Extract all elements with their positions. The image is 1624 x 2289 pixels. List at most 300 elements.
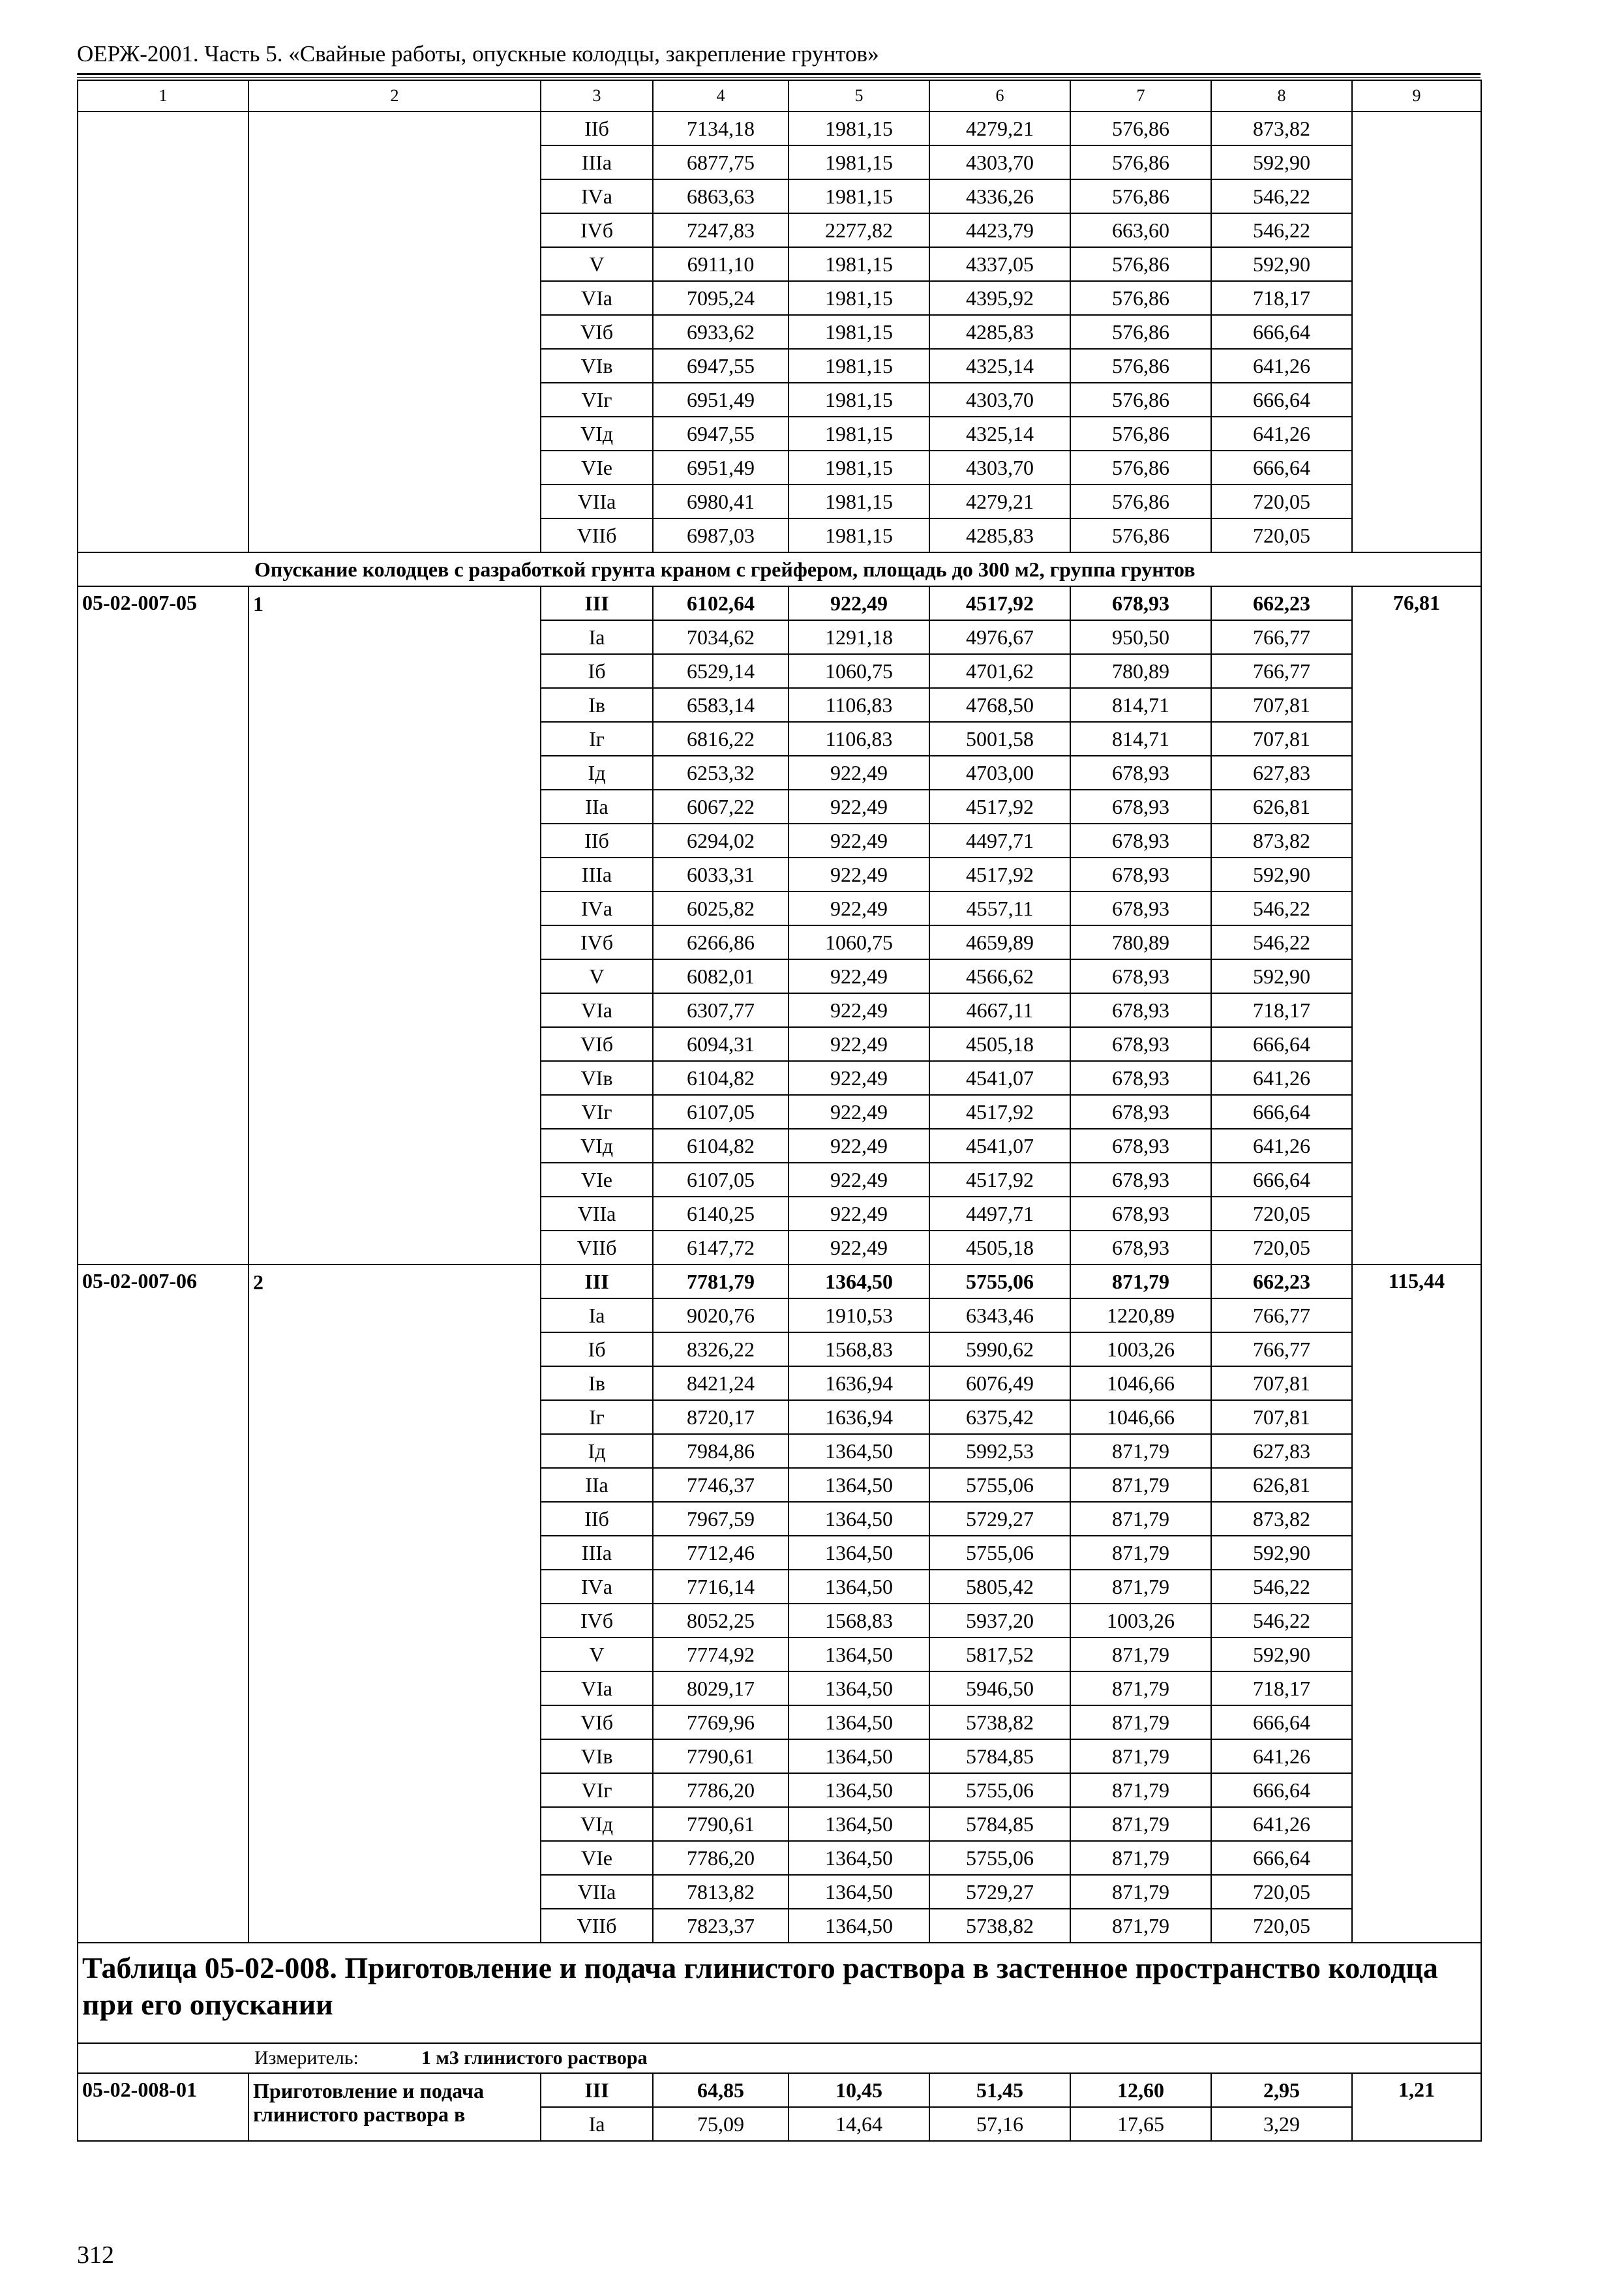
direct-cost-cell: 6033,31 [653,858,789,891]
machine-cost-cell: 5805,42 [929,1570,1070,1604]
materials-cost-cell: 707,81 [1211,722,1352,756]
soil-group-cell: V [541,959,653,993]
direct-cost-cell: 6863,63 [653,179,789,213]
soil-group-cell: Iг [541,1400,653,1434]
machine-cost-cell: 4285,83 [929,315,1070,349]
direct-cost-cell: 7769,96 [653,1705,789,1739]
soil-group-cell: IIа [541,790,653,824]
operator-wage-cell: 678,93 [1070,1163,1211,1197]
labor-cost-cell: 1636,94 [789,1366,929,1400]
operator-wage-cell: 576,86 [1070,281,1211,315]
soil-group-cell: III [541,1264,653,1298]
materials-cost-cell: 720,05 [1211,1231,1352,1264]
operator-wage-cell: 576,86 [1070,518,1211,552]
operator-wage-cell: 871,79 [1070,1502,1211,1536]
labor-cost-cell: 1060,75 [789,925,929,959]
materials-cost-cell: 627,83 [1211,756,1352,790]
machine-cost-cell: 4325,14 [929,417,1070,451]
direct-cost-cell: 7774,92 [653,1638,789,1671]
operator-wage-cell: 678,93 [1070,891,1211,925]
machine-cost-cell: 5946,50 [929,1671,1070,1705]
soil-group-cell: VIа [541,281,653,315]
soil-group-cell: IIб [541,824,653,858]
direct-cost-cell: 6253,32 [653,756,789,790]
operator-wage-cell: 814,71 [1070,722,1211,756]
machine-cost-cell: 6343,46 [929,1298,1070,1332]
labor-cost-cell: 1364,50 [789,1875,929,1909]
labor-total: 115,44 [1352,1264,1481,1943]
labor-cost-cell: 1364,50 [789,1705,929,1739]
rate-code: 05-02-007-05 [78,586,248,1264]
soil-group-cell: Iа [541,620,653,654]
soil-group-cell: VIе [541,1163,653,1197]
soil-group-cell: Iв [541,1366,653,1400]
operator-wage-cell: 1046,66 [1070,1366,1211,1400]
labor-cost-cell: 1364,50 [789,1807,929,1841]
labor-cost-cell: 1364,50 [789,1570,929,1604]
materials-cost-cell: 546,22 [1211,925,1352,959]
machine-cost-cell: 5738,82 [929,1705,1070,1739]
soil-group-cell: IIIа [541,145,653,179]
direct-cost-cell: 6094,31 [653,1027,789,1061]
labor-cost-cell: 1981,15 [789,112,929,145]
column-number: 7 [1070,80,1211,112]
materials-cost-cell: 720,05 [1211,518,1352,552]
soil-group-cell: VIIб [541,518,653,552]
operator-wage-cell: 871,79 [1070,1705,1211,1739]
labor-cost-cell: 922,49 [789,824,929,858]
table-row [78,2073,1481,2107]
labor-total: 1,21 [1352,2073,1481,2141]
measure-value: 1 м3 глинистого раствора [421,2047,648,2069]
soil-group-cell: VIе [541,451,653,485]
labor-cost-cell: 1364,50 [789,1502,929,1536]
operator-wage-cell: 871,79 [1070,1739,1211,1773]
materials-cost-cell: 641,26 [1211,1739,1352,1773]
operator-wage-cell: 780,89 [1070,925,1211,959]
section-title: Опускание колодцев с разработкой грунта краном с грейфером, площадь до 300 м2, группа грунтов [78,552,1481,586]
direct-cost-cell: 6107,05 [653,1163,789,1197]
labor-cost-cell: 1568,83 [789,1604,929,1638]
materials-cost-cell: 707,81 [1211,1366,1352,1400]
materials-cost-cell: 873,82 [1211,1502,1352,1536]
direct-cost-cell: 8421,24 [653,1366,789,1400]
machine-cost-cell: 4303,70 [929,451,1070,485]
labor-cost-cell: 1106,83 [789,722,929,756]
soil-group-cell: VIа [541,993,653,1027]
direct-cost-cell: 6140,25 [653,1197,789,1231]
table-row [78,586,1481,620]
soil-group-cell: Iб [541,654,653,688]
direct-cost-cell: 7781,79 [653,1264,789,1298]
machine-cost-cell: 5755,06 [929,1264,1070,1298]
materials-cost-cell: 592,90 [1211,1638,1352,1671]
machine-cost-cell: 57,16 [929,2107,1070,2141]
machine-cost-cell: 5755,06 [929,1536,1070,1570]
materials-cost-cell: 546,22 [1211,1604,1352,1638]
operator-wage-cell: 576,86 [1070,417,1211,451]
materials-cost-cell: 2,95 [1211,2073,1352,2107]
machine-cost-cell: 6076,49 [929,1366,1070,1400]
operator-wage-cell: 576,86 [1070,451,1211,485]
labor-cost-cell: 1364,50 [789,1264,929,1298]
materials-cost-cell: 766,77 [1211,620,1352,654]
machine-cost-cell: 5992,53 [929,1434,1070,1468]
rate-description: 1 [248,586,541,1264]
soil-group-cell: IVб [541,1604,653,1638]
direct-cost-cell: 6911,10 [653,247,789,281]
direct-cost-cell: 6266,86 [653,925,789,959]
machine-cost-cell: 5937,20 [929,1604,1070,1638]
machine-cost-cell: 4395,92 [929,281,1070,315]
direct-cost-cell: 6816,22 [653,722,789,756]
soil-group-cell: VIIа [541,1197,653,1231]
machine-cost-cell: 4337,05 [929,247,1070,281]
labor-cost-cell: 1291,18 [789,620,929,654]
rate-description: 2 [248,1264,541,1943]
labor-cost-cell: 2277,82 [789,213,929,247]
column-number: 3 [541,80,653,112]
materials-cost-cell: 666,64 [1211,1027,1352,1061]
labor-cost-cell: 922,49 [789,993,929,1027]
soil-group-cell: Iа [541,1298,653,1332]
section-title-row [78,552,1481,586]
labor-cost-cell: 1364,50 [789,1434,929,1468]
labor-cost-cell: 1364,50 [789,1841,929,1875]
labor-cost-cell: 1364,50 [789,1468,929,1502]
materials-cost-cell: 666,64 [1211,383,1352,417]
machine-cost-cell: 5755,06 [929,1468,1070,1502]
operator-wage-cell: 1003,26 [1070,1604,1211,1638]
materials-cost-cell: 666,64 [1211,1095,1352,1129]
materials-cost-cell: 666,64 [1211,1841,1352,1875]
operator-wage-cell: 871,79 [1070,1671,1211,1705]
labor-cost-cell: 1981,15 [789,349,929,383]
direct-cost-cell: 6294,02 [653,824,789,858]
labor-cost-cell: 1106,83 [789,688,929,722]
soil-group-cell: VIг [541,383,653,417]
direct-cost-cell: 7034,62 [653,620,789,654]
materials-cost-cell: 662,23 [1211,1264,1352,1298]
direct-cost-cell: 6933,62 [653,315,789,349]
direct-cost-cell: 7786,20 [653,1841,789,1875]
direct-cost-cell: 7984,86 [653,1434,789,1468]
labor-cost-cell: 1364,50 [789,1671,929,1705]
labor-total: 76,81 [1352,586,1481,1264]
labor-cost-cell: 1981,15 [789,247,929,281]
soil-group-cell: IVб [541,925,653,959]
measure-cell [78,2043,1481,2073]
direct-cost-cell: 75,09 [653,2107,789,2141]
materials-cost-cell: 592,90 [1211,247,1352,281]
direct-cost-cell: 7247,83 [653,213,789,247]
materials-cost-cell: 720,05 [1211,1197,1352,1231]
table-title: Таблица 05-02-008. Приготовление и подача глинистого раствора в застенное пространство колодца при его опускании [78,1943,1481,2043]
labor-cost-cell: 922,49 [789,891,929,925]
direct-cost-cell: 6987,03 [653,518,789,552]
soil-group-cell: IVа [541,891,653,925]
labor-cost-cell: 1981,15 [789,451,929,485]
machine-cost-cell: 4325,14 [929,349,1070,383]
direct-cost-cell: 7823,37 [653,1909,789,1943]
machine-cost-cell: 4279,21 [929,485,1070,518]
labor-cost-cell: 922,49 [789,858,929,891]
soil-group-cell: Iа [541,2107,653,2141]
labor-cost-cell: 922,49 [789,1095,929,1129]
soil-group-cell: VIг [541,1773,653,1807]
materials-cost-cell: 718,17 [1211,993,1352,1027]
materials-cost-cell: 666,64 [1211,1705,1352,1739]
materials-cost-cell: 666,64 [1211,1163,1352,1197]
column-number: 8 [1211,80,1352,112]
labor-cost-cell: 1364,50 [789,1638,929,1671]
operator-wage-cell: 871,79 [1070,1434,1211,1468]
machine-cost-cell: 5729,27 [929,1502,1070,1536]
direct-cost-cell: 8052,25 [653,1604,789,1638]
soil-group-cell: Iд [541,756,653,790]
operator-wage-cell: 678,93 [1070,1231,1211,1264]
operator-wage-cell: 576,86 [1070,315,1211,349]
materials-cost-cell: 546,22 [1211,891,1352,925]
soil-group-cell: III [541,2073,653,2107]
direct-cost-cell: 7786,20 [653,1773,789,1807]
machine-cost-cell: 4517,92 [929,1163,1070,1197]
labor-cost-cell: 1364,50 [789,1739,929,1773]
labor-cost-cell: 14,64 [789,2107,929,2141]
machine-cost-cell: 4497,71 [929,1197,1070,1231]
materials-cost-cell: 718,17 [1211,1671,1352,1705]
materials-cost-cell: 720,05 [1211,1909,1352,1943]
labor-cost-cell: 922,49 [789,790,929,824]
machine-cost-cell: 5990,62 [929,1332,1070,1366]
direct-cost-cell: 6951,49 [653,451,789,485]
soil-group-cell: III [541,586,653,620]
soil-group-cell: VIв [541,1061,653,1095]
materials-cost-cell: 592,90 [1211,1536,1352,1570]
soil-group-cell: VIд [541,1129,653,1163]
machine-cost-cell: 4505,18 [929,1231,1070,1264]
operator-wage-cell: 871,79 [1070,1807,1211,1841]
machine-cost-cell: 4566,62 [929,959,1070,993]
machine-cost-cell: 4423,79 [929,213,1070,247]
direct-cost-cell: 64,85 [653,2073,789,2107]
materials-cost-cell: 592,90 [1211,858,1352,891]
machine-cost-cell: 4557,11 [929,891,1070,925]
operator-wage-cell: 950,50 [1070,620,1211,654]
operator-wage-cell: 678,93 [1070,824,1211,858]
labor-cost-cell: 1981,15 [789,179,929,213]
labor-cost-cell: 1981,15 [789,281,929,315]
operator-wage-cell: 678,93 [1070,756,1211,790]
materials-cost-cell: 720,05 [1211,1875,1352,1909]
operator-wage-cell: 576,86 [1070,112,1211,145]
direct-cost-cell: 6877,75 [653,145,789,179]
direct-cost-cell: 6980,41 [653,485,789,518]
materials-cost-cell: 627,83 [1211,1434,1352,1468]
labor-cost-cell: 1981,15 [789,485,929,518]
soil-group-cell: IVб [541,213,653,247]
materials-cost-cell: 718,17 [1211,281,1352,315]
labor-cost-cell: 1981,15 [789,145,929,179]
column-number: 1 [78,80,248,112]
machine-cost-cell: 4701,62 [929,654,1070,688]
soil-group-cell: VIе [541,1841,653,1875]
machine-cost-cell: 5784,85 [929,1739,1070,1773]
operator-wage-cell: 871,79 [1070,1841,1211,1875]
direct-cost-cell: 7967,59 [653,1502,789,1536]
machine-cost-cell: 5755,06 [929,1773,1070,1807]
operator-wage-cell: 678,93 [1070,993,1211,1027]
operator-wage-cell: 871,79 [1070,1638,1211,1671]
direct-cost-cell: 6104,82 [653,1061,789,1095]
materials-cost-cell: 626,81 [1211,1468,1352,1502]
table-title-row [78,1943,1481,2043]
direct-cost-cell: 8326,22 [653,1332,789,1366]
machine-cost-cell: 4517,92 [929,790,1070,824]
direct-cost-cell: 6102,64 [653,586,789,620]
labor-cost-cell: 922,49 [789,1061,929,1095]
operator-wage-cell: 678,93 [1070,1095,1211,1129]
direct-cost-cell: 7095,24 [653,281,789,315]
operator-wage-cell: 814,71 [1070,688,1211,722]
soil-group-cell: IIб [541,1502,653,1536]
table-row [78,112,1481,145]
direct-cost-cell: 6107,05 [653,1095,789,1129]
labor-cost-cell: 922,49 [789,1197,929,1231]
soil-group-cell: V [541,1638,653,1671]
soil-group-cell: V [541,247,653,281]
labor-cost-cell: 922,49 [789,1163,929,1197]
soil-group-cell: VIIб [541,1909,653,1943]
operator-wage-cell: 1046,66 [1070,1400,1211,1434]
machine-cost-cell: 5755,06 [929,1841,1070,1875]
soil-group-cell: VIIа [541,485,653,518]
operator-wage-cell: 17,65 [1070,2107,1211,2141]
operator-wage-cell: 780,89 [1070,654,1211,688]
soil-group-cell: VIа [541,1671,653,1705]
running-header: ОЕРЖ-2001. Часть 5. «Свайные работы, опускные колодцы, закрепление грунтов» [77,41,879,67]
labor-cost-cell: 922,49 [789,586,929,620]
materials-cost-cell: 592,90 [1211,959,1352,993]
labor-cost-cell: 922,49 [789,1027,929,1061]
machine-cost-cell: 4497,71 [929,824,1070,858]
operator-wage-cell: 871,79 [1070,1570,1211,1604]
page-number: 312 [77,2241,114,2269]
operator-wage-cell: 576,86 [1070,349,1211,383]
direct-cost-cell: 7813,82 [653,1875,789,1909]
machine-cost-cell: 4667,11 [929,993,1070,1027]
materials-cost-cell: 707,81 [1211,1400,1352,1434]
labor-cost-cell: 922,49 [789,959,929,993]
header-rule-thin [77,77,1481,78]
operator-wage-cell: 871,79 [1070,1875,1211,1909]
materials-cost-cell: 592,90 [1211,145,1352,179]
machine-cost-cell: 5001,58 [929,722,1070,756]
operator-wage-cell: 576,86 [1070,247,1211,281]
column-number: 4 [653,80,789,112]
labor-cost-cell: 1981,15 [789,315,929,349]
labor-cost-cell: 10,45 [789,2073,929,2107]
soil-group-cell: VIв [541,349,653,383]
materials-cost-cell: 873,82 [1211,824,1352,858]
operator-wage-cell: 663,60 [1070,213,1211,247]
operator-wage-cell: 576,86 [1070,383,1211,417]
materials-cost-cell: 766,77 [1211,654,1352,688]
materials-cost-cell: 626,81 [1211,790,1352,824]
operator-wage-cell: 678,93 [1070,1197,1211,1231]
operator-wage-cell: 871,79 [1070,1909,1211,1943]
machine-cost-cell: 5784,85 [929,1807,1070,1841]
labor-cost-cell: 1364,50 [789,1773,929,1807]
operator-wage-cell: 871,79 [1070,1536,1211,1570]
soil-group-cell: VIг [541,1095,653,1129]
materials-cost-cell: 641,26 [1211,417,1352,451]
machine-cost-cell: 4336,26 [929,179,1070,213]
operator-wage-cell: 678,93 [1070,959,1211,993]
direct-cost-cell: 6082,01 [653,959,789,993]
labor-cost-cell: 1910,53 [789,1298,929,1332]
soil-group-cell: VIб [541,315,653,349]
materials-cost-cell: 766,77 [1211,1332,1352,1366]
machine-cost-cell: 4517,92 [929,858,1070,891]
direct-cost-cell: 7790,61 [653,1739,789,1773]
operator-wage-cell: 871,79 [1070,1264,1211,1298]
labor-cost-cell: 922,49 [789,1231,929,1264]
soil-group-cell: VIб [541,1705,653,1739]
labor-cost-cell: 1981,15 [789,518,929,552]
soil-group-cell: IVа [541,1570,653,1604]
soil-group-cell: VIд [541,1807,653,1841]
machine-cost-cell: 4541,07 [929,1129,1070,1163]
materials-cost-cell: 666,64 [1211,1773,1352,1807]
direct-cost-cell: 8720,17 [653,1400,789,1434]
materials-cost-cell: 641,26 [1211,1129,1352,1163]
materials-cost-cell: 641,26 [1211,1807,1352,1841]
machine-cost-cell: 4517,92 [929,1095,1070,1129]
direct-cost-cell: 7716,14 [653,1570,789,1604]
direct-cost-cell: 9020,76 [653,1298,789,1332]
labor-cost-cell: 1981,15 [789,417,929,451]
machine-cost-cell: 4279,21 [929,112,1070,145]
direct-cost-cell: 6947,55 [653,349,789,383]
direct-cost-cell: 6307,77 [653,993,789,1027]
column-number-row [78,80,1481,112]
operator-wage-cell: 576,86 [1070,485,1211,518]
measure-row [78,2043,1481,2073]
materials-cost-cell: 641,26 [1211,1061,1352,1095]
materials-cost-cell: 766,77 [1211,1298,1352,1332]
materials-cost-cell: 546,22 [1211,1570,1352,1604]
soil-group-cell: VIд [541,417,653,451]
materials-cost-cell: 546,22 [1211,213,1352,247]
machine-cost-cell: 4303,70 [929,145,1070,179]
machine-cost-cell: 4541,07 [929,1061,1070,1095]
machine-cost-cell: 5817,52 [929,1638,1070,1671]
labor-cost-cell: 1060,75 [789,654,929,688]
machine-cost-cell: 5738,82 [929,1909,1070,1943]
materials-cost-cell: 641,26 [1211,349,1352,383]
operator-wage-cell: 871,79 [1070,1773,1211,1807]
rate-description: Приготовление и подача глинистого раствора в [248,2073,541,2141]
soil-group-cell: IIа [541,1468,653,1502]
soil-group-cell: VIв [541,1739,653,1773]
labor-cost-cell: 1568,83 [789,1332,929,1366]
operator-wage-cell: 871,79 [1070,1468,1211,1502]
labor-cost-cell: 1636,94 [789,1400,929,1434]
rate-code: 05-02-007-06 [78,1264,248,1943]
direct-cost-cell: 7790,61 [653,1807,789,1841]
materials-cost-cell: 707,81 [1211,688,1352,722]
